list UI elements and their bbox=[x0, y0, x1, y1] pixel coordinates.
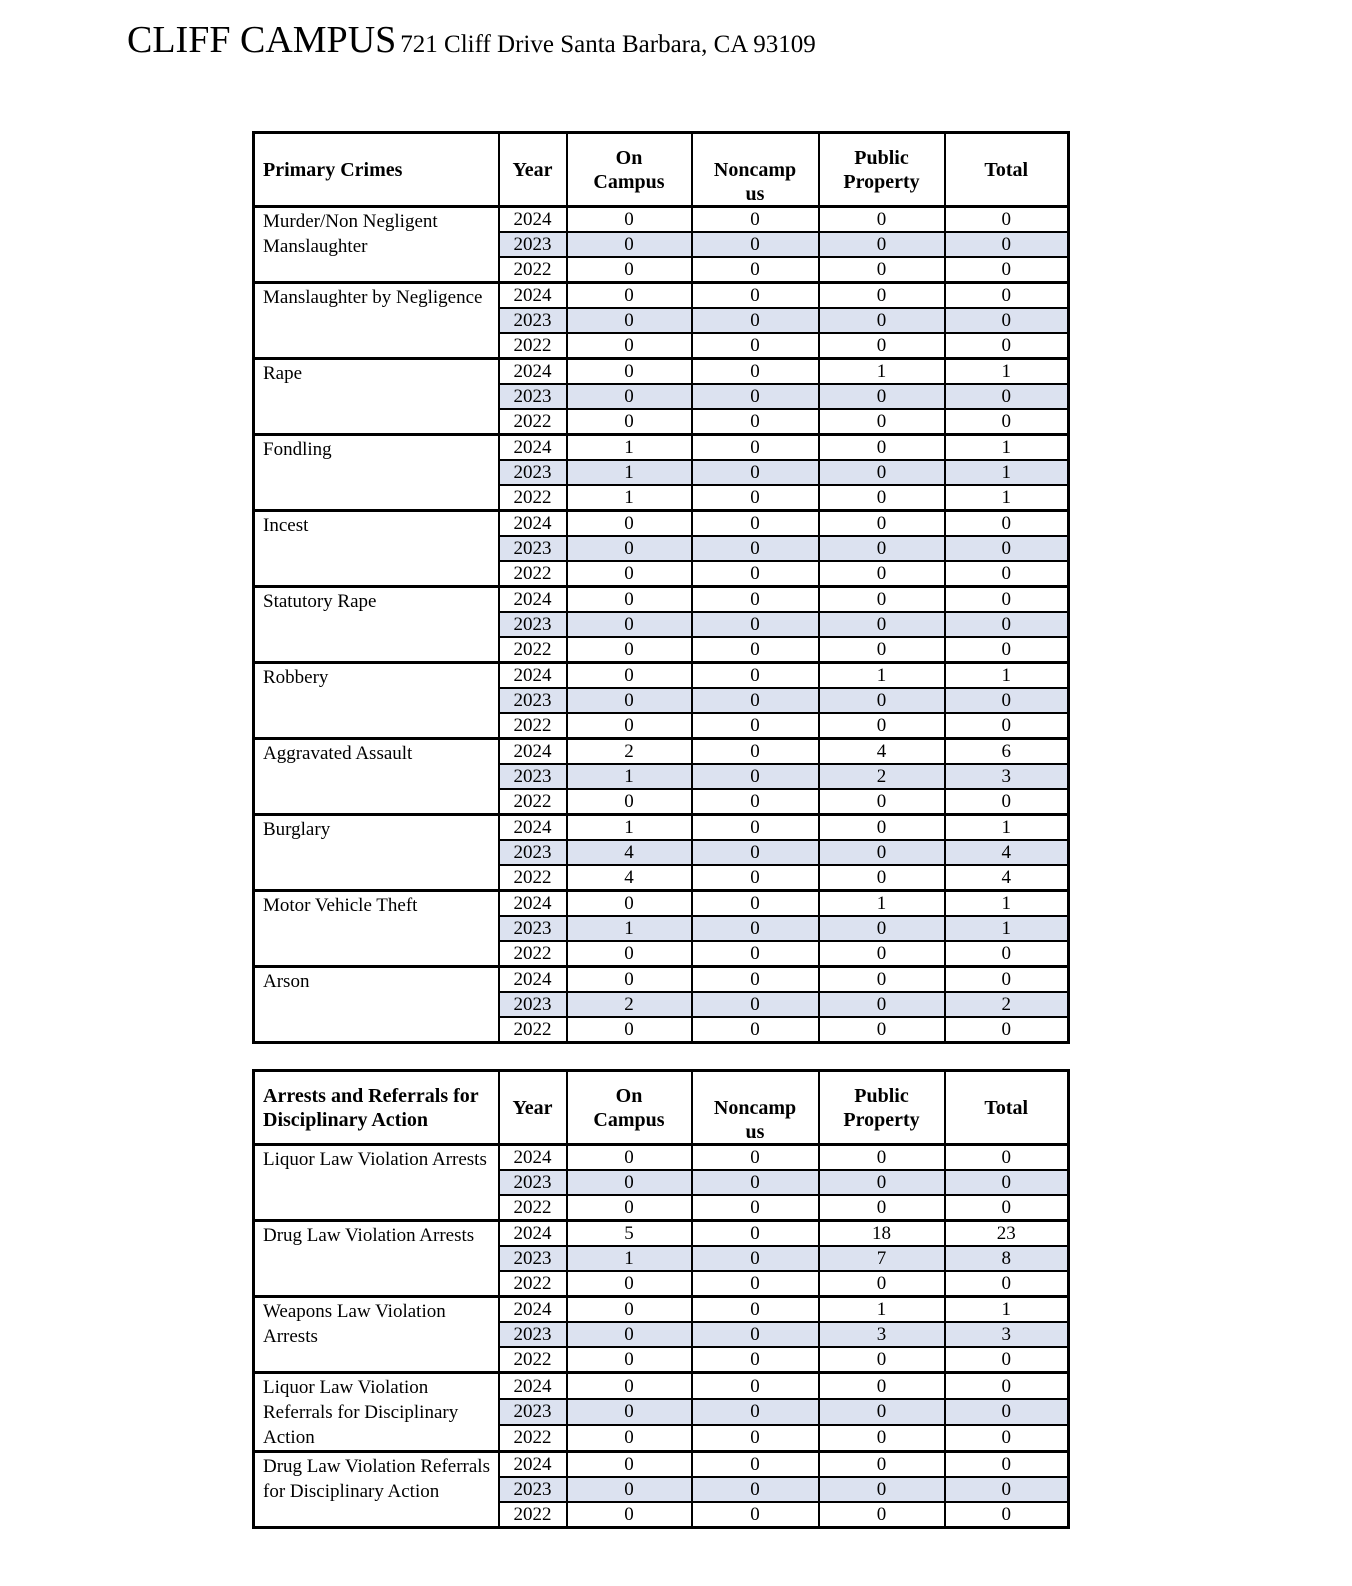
year-cell: 2022 bbox=[499, 713, 567, 739]
table-row bbox=[254, 1297, 1069, 1323]
public-property-value: 0 bbox=[819, 435, 945, 461]
arrests-referrals-table bbox=[252, 1069, 1070, 1529]
total-value: 0 bbox=[945, 1347, 1069, 1373]
on-campus-value: 5 bbox=[567, 1221, 692, 1247]
header-row bbox=[254, 1071, 1069, 1145]
noncampus-value: 0 bbox=[692, 1297, 819, 1323]
category-cell: Arson bbox=[254, 967, 499, 1043]
noncampus-value: 0 bbox=[692, 308, 819, 333]
noncampus-value: 0 bbox=[692, 916, 819, 941]
on-campus-value: 0 bbox=[567, 1271, 692, 1297]
total-value: 23 bbox=[945, 1221, 1069, 1247]
noncampus-value: 0 bbox=[692, 536, 819, 561]
public-property-value: 0 bbox=[819, 1170, 945, 1195]
year-cell: 2024 bbox=[499, 1221, 567, 1247]
total-value: 0 bbox=[945, 409, 1069, 435]
public-property-value: 0 bbox=[819, 561, 945, 587]
total-value: 1 bbox=[945, 435, 1069, 461]
total-value: 0 bbox=[945, 207, 1069, 233]
column-header-category: Arrests and Referrals for Disciplinary Action bbox=[254, 1071, 499, 1145]
public-property-value: 0 bbox=[819, 865, 945, 891]
total-value: 0 bbox=[945, 789, 1069, 815]
total-value: 0 bbox=[945, 384, 1069, 409]
noncampus-value: 0 bbox=[692, 789, 819, 815]
on-campus-value: 0 bbox=[567, 1425, 692, 1452]
noncampus-value: 0 bbox=[692, 637, 819, 663]
column-header-total: Total bbox=[945, 133, 1069, 207]
noncampus-value: 0 bbox=[692, 283, 819, 309]
public-property-value: 0 bbox=[819, 485, 945, 511]
public-property-value: 0 bbox=[819, 257, 945, 283]
category-cell: Manslaughter by Negligence bbox=[254, 283, 499, 359]
year-cell: 2023 bbox=[499, 1477, 567, 1502]
column-header-public-property bbox=[819, 1071, 945, 1145]
public-property-value: 0 bbox=[819, 207, 945, 233]
year-cell: 2022 bbox=[499, 1502, 567, 1528]
total-value: 0 bbox=[945, 1399, 1069, 1425]
total-value: 1 bbox=[945, 460, 1069, 485]
noncampus-value: 0 bbox=[692, 713, 819, 739]
year-cell: 2024 bbox=[499, 967, 567, 993]
on-campus-value: 0 bbox=[567, 283, 692, 309]
year-cell: 2024 bbox=[499, 1297, 567, 1323]
total-value: 4 bbox=[945, 840, 1069, 865]
category-cell: Drug Law Violation Referrals for Disciplinary Action bbox=[254, 1452, 499, 1528]
on-campus-header-label: On Campus bbox=[593, 1084, 665, 1131]
year-cell: 2022 bbox=[499, 1195, 567, 1221]
on-campus-value: 0 bbox=[567, 207, 692, 233]
noncampus-header-label: Noncampus bbox=[713, 1096, 797, 1143]
noncampus-header-label: Noncampus bbox=[713, 158, 797, 205]
table-row bbox=[254, 511, 1069, 537]
public-property-header-label: Public Property bbox=[843, 1084, 920, 1131]
category-cell: Incest bbox=[254, 511, 499, 587]
on-campus-value: 0 bbox=[567, 1373, 692, 1400]
public-property-value: 0 bbox=[819, 612, 945, 637]
public-property-value: 0 bbox=[819, 1271, 945, 1297]
total-value: 1 bbox=[945, 663, 1069, 689]
table-row bbox=[254, 587, 1069, 613]
on-campus-value: 0 bbox=[567, 941, 692, 967]
year-cell: 2023 bbox=[499, 612, 567, 637]
public-property-value: 0 bbox=[819, 1399, 945, 1425]
noncampus-value: 0 bbox=[692, 1195, 819, 1221]
on-campus-value: 0 bbox=[567, 1399, 692, 1425]
category-cell: Statutory Rape bbox=[254, 587, 499, 663]
noncampus-value: 0 bbox=[692, 840, 819, 865]
on-campus-value: 0 bbox=[567, 1195, 692, 1221]
year-cell: 2023 bbox=[499, 1246, 567, 1271]
year-cell: 2024 bbox=[499, 283, 567, 309]
total-value: 0 bbox=[945, 257, 1069, 283]
header-row bbox=[254, 133, 1069, 207]
year-cell: 2023 bbox=[499, 384, 567, 409]
public-property-value: 0 bbox=[819, 941, 945, 967]
category-cell: Aggravated Assault bbox=[254, 739, 499, 815]
noncampus-value: 0 bbox=[692, 1145, 819, 1171]
year-cell: 2024 bbox=[499, 1373, 567, 1400]
public-property-value: 0 bbox=[819, 283, 945, 309]
year-cell: 2022 bbox=[499, 1017, 567, 1043]
on-campus-value: 1 bbox=[567, 1246, 692, 1271]
column-header-public-property bbox=[819, 133, 945, 207]
total-value: 4 bbox=[945, 865, 1069, 891]
total-value: 0 bbox=[945, 1170, 1069, 1195]
on-campus-value: 0 bbox=[567, 637, 692, 663]
total-value: 6 bbox=[945, 739, 1069, 765]
year-cell: 2024 bbox=[499, 587, 567, 613]
noncampus-value: 0 bbox=[692, 460, 819, 485]
on-campus-value: 0 bbox=[567, 1297, 692, 1323]
campus-name: CLIFF CAMPUS bbox=[127, 19, 397, 61]
noncampus-value: 0 bbox=[692, 1452, 819, 1478]
year-cell: 2022 bbox=[499, 637, 567, 663]
column-header-category: Primary Crimes bbox=[254, 133, 499, 207]
on-campus-value: 0 bbox=[567, 536, 692, 561]
year-cell: 2024 bbox=[499, 815, 567, 841]
noncampus-value: 0 bbox=[692, 1347, 819, 1373]
total-value: 3 bbox=[945, 1322, 1069, 1347]
table-row bbox=[254, 207, 1069, 233]
noncampus-value: 0 bbox=[692, 207, 819, 233]
year-cell: 2024 bbox=[499, 663, 567, 689]
total-value: 0 bbox=[945, 283, 1069, 309]
public-property-value: 0 bbox=[819, 384, 945, 409]
on-campus-value: 0 bbox=[567, 359, 692, 385]
column-header-year: Year bbox=[499, 133, 567, 207]
noncampus-value: 0 bbox=[692, 1170, 819, 1195]
noncampus-value: 0 bbox=[692, 1502, 819, 1528]
total-value: 0 bbox=[945, 333, 1069, 359]
table-row bbox=[254, 967, 1069, 993]
noncampus-value: 0 bbox=[692, 511, 819, 537]
year-cell: 2023 bbox=[499, 992, 567, 1017]
table-row bbox=[254, 891, 1069, 917]
year-cell: 2024 bbox=[499, 207, 567, 233]
year-cell: 2024 bbox=[499, 1452, 567, 1478]
noncampus-value: 0 bbox=[692, 561, 819, 587]
total-value: 8 bbox=[945, 1246, 1069, 1271]
total-value: 0 bbox=[945, 1373, 1069, 1400]
public-property-value: 0 bbox=[819, 460, 945, 485]
year-cell: 2024 bbox=[499, 435, 567, 461]
total-value: 0 bbox=[945, 713, 1069, 739]
on-campus-value: 0 bbox=[567, 713, 692, 739]
year-cell: 2022 bbox=[499, 941, 567, 967]
table-row bbox=[254, 435, 1069, 461]
noncampus-value: 0 bbox=[692, 764, 819, 789]
public-property-value: 0 bbox=[819, 308, 945, 333]
noncampus-value: 0 bbox=[692, 941, 819, 967]
total-value: 0 bbox=[945, 587, 1069, 613]
noncampus-value: 0 bbox=[692, 688, 819, 713]
public-property-value: 0 bbox=[819, 1452, 945, 1478]
noncampus-value: 0 bbox=[692, 1477, 819, 1502]
noncampus-value: 0 bbox=[692, 333, 819, 359]
on-campus-value: 0 bbox=[567, 612, 692, 637]
public-property-value: 0 bbox=[819, 511, 945, 537]
on-campus-value: 0 bbox=[567, 561, 692, 587]
public-property-value: 0 bbox=[819, 1347, 945, 1373]
total-value: 0 bbox=[945, 688, 1069, 713]
table-row bbox=[254, 283, 1069, 309]
on-campus-value: 1 bbox=[567, 435, 692, 461]
public-property-header-label: Public Property bbox=[843, 146, 920, 193]
year-cell: 2023 bbox=[499, 840, 567, 865]
on-campus-value: 0 bbox=[567, 1145, 692, 1171]
on-campus-value: 4 bbox=[567, 840, 692, 865]
total-value: 0 bbox=[945, 1452, 1069, 1478]
noncampus-value: 0 bbox=[692, 409, 819, 435]
public-property-value: 7 bbox=[819, 1246, 945, 1271]
noncampus-value: 0 bbox=[692, 1271, 819, 1297]
noncampus-value: 0 bbox=[692, 663, 819, 689]
noncampus-value: 0 bbox=[692, 815, 819, 841]
on-campus-value: 0 bbox=[567, 1322, 692, 1347]
year-cell: 2022 bbox=[499, 409, 567, 435]
on-campus-value: 0 bbox=[567, 232, 692, 257]
category-cell: Murder/Non Negligent Manslaughter bbox=[254, 207, 499, 283]
public-property-value: 1 bbox=[819, 891, 945, 917]
public-property-value: 0 bbox=[819, 1477, 945, 1502]
on-campus-value: 0 bbox=[567, 333, 692, 359]
on-campus-value: 0 bbox=[567, 1452, 692, 1478]
category-cell: Drug Law Violation Arrests bbox=[254, 1221, 499, 1297]
year-cell: 2022 bbox=[499, 561, 567, 587]
year-cell: 2024 bbox=[499, 739, 567, 765]
public-property-value: 0 bbox=[819, 688, 945, 713]
total-value: 1 bbox=[945, 916, 1069, 941]
on-campus-value: 0 bbox=[567, 409, 692, 435]
year-cell: 2023 bbox=[499, 1399, 567, 1425]
noncampus-value: 0 bbox=[692, 992, 819, 1017]
on-campus-value: 0 bbox=[567, 663, 692, 689]
on-campus-value: 0 bbox=[567, 384, 692, 409]
noncampus-value: 0 bbox=[692, 865, 819, 891]
total-value: 0 bbox=[945, 536, 1069, 561]
noncampus-value: 0 bbox=[692, 1399, 819, 1425]
category-cell: Rape bbox=[254, 359, 499, 435]
total-value: 1 bbox=[945, 485, 1069, 511]
total-value: 0 bbox=[945, 308, 1069, 333]
year-cell: 2023 bbox=[499, 1170, 567, 1195]
page-title bbox=[127, 18, 816, 62]
on-campus-value: 1 bbox=[567, 815, 692, 841]
on-campus-value: 0 bbox=[567, 789, 692, 815]
year-cell: 2023 bbox=[499, 232, 567, 257]
year-cell: 2024 bbox=[499, 1145, 567, 1171]
noncampus-value: 0 bbox=[692, 1425, 819, 1452]
noncampus-value: 0 bbox=[692, 1373, 819, 1400]
public-property-value: 0 bbox=[819, 1425, 945, 1452]
public-property-value: 0 bbox=[819, 637, 945, 663]
year-cell: 2022 bbox=[499, 865, 567, 891]
campus-address: 721 Cliff Drive Santa Barbara, CA 93109 bbox=[400, 31, 816, 58]
category-cell: Robbery bbox=[254, 663, 499, 739]
noncampus-value: 0 bbox=[692, 359, 819, 385]
total-value: 3 bbox=[945, 764, 1069, 789]
table-row bbox=[254, 1221, 1069, 1247]
on-campus-header-label: On Campus bbox=[593, 146, 665, 193]
primary-crimes-table bbox=[252, 131, 1070, 1044]
noncampus-value: 0 bbox=[692, 967, 819, 993]
table-row bbox=[254, 739, 1069, 765]
noncampus-value: 0 bbox=[692, 384, 819, 409]
noncampus-value: 0 bbox=[692, 435, 819, 461]
category-cell: Liquor Law Violation Arrests bbox=[254, 1145, 499, 1221]
public-property-value: 2 bbox=[819, 764, 945, 789]
total-value: 0 bbox=[945, 1502, 1069, 1528]
public-property-value: 3 bbox=[819, 1322, 945, 1347]
on-campus-value: 0 bbox=[567, 1347, 692, 1373]
year-cell: 2022 bbox=[499, 333, 567, 359]
total-value: 0 bbox=[945, 232, 1069, 257]
on-campus-value: 0 bbox=[567, 257, 692, 283]
public-property-value: 0 bbox=[819, 967, 945, 993]
total-value: 0 bbox=[945, 637, 1069, 663]
table-row bbox=[254, 1145, 1069, 1171]
on-campus-value: 0 bbox=[567, 587, 692, 613]
on-campus-value: 0 bbox=[567, 1170, 692, 1195]
table-row bbox=[254, 359, 1069, 385]
noncampus-value: 0 bbox=[692, 257, 819, 283]
public-property-value: 0 bbox=[819, 1195, 945, 1221]
column-header-noncampus bbox=[692, 1071, 819, 1145]
total-value: 0 bbox=[945, 612, 1069, 637]
on-campus-value: 0 bbox=[567, 308, 692, 333]
total-value: 0 bbox=[945, 1195, 1069, 1221]
total-value: 0 bbox=[945, 1425, 1069, 1452]
noncampus-value: 0 bbox=[692, 485, 819, 511]
category-cell: Burglary bbox=[254, 815, 499, 891]
total-value: 0 bbox=[945, 511, 1069, 537]
year-cell: 2022 bbox=[499, 789, 567, 815]
public-property-value: 1 bbox=[819, 1297, 945, 1323]
total-value: 1 bbox=[945, 891, 1069, 917]
on-campus-value: 1 bbox=[567, 485, 692, 511]
year-cell: 2022 bbox=[499, 1425, 567, 1452]
public-property-value: 0 bbox=[819, 713, 945, 739]
public-property-value: 18 bbox=[819, 1221, 945, 1247]
public-property-value: 0 bbox=[819, 536, 945, 561]
noncampus-value: 0 bbox=[692, 1246, 819, 1271]
public-property-value: 4 bbox=[819, 739, 945, 765]
public-property-value: 0 bbox=[819, 916, 945, 941]
year-cell: 2024 bbox=[499, 511, 567, 537]
public-property-value: 0 bbox=[819, 1502, 945, 1528]
on-campus-value: 1 bbox=[567, 916, 692, 941]
column-header-year: Year bbox=[499, 1071, 567, 1145]
year-cell: 2023 bbox=[499, 460, 567, 485]
category-cell: Weapons Law Violation Arrests bbox=[254, 1297, 499, 1373]
year-cell: 2023 bbox=[499, 688, 567, 713]
on-campus-value: 2 bbox=[567, 739, 692, 765]
table-row bbox=[254, 663, 1069, 689]
on-campus-value: 0 bbox=[567, 688, 692, 713]
total-value: 0 bbox=[945, 941, 1069, 967]
public-property-value: 0 bbox=[819, 992, 945, 1017]
on-campus-value: 0 bbox=[567, 891, 692, 917]
column-header-noncampus bbox=[692, 133, 819, 207]
total-value: 1 bbox=[945, 1297, 1069, 1323]
year-cell: 2022 bbox=[499, 1347, 567, 1373]
total-value: 0 bbox=[945, 1017, 1069, 1043]
year-cell: 2022 bbox=[499, 485, 567, 511]
year-cell: 2022 bbox=[499, 257, 567, 283]
public-property-value: 1 bbox=[819, 663, 945, 689]
year-cell: 2024 bbox=[499, 359, 567, 385]
public-property-value: 0 bbox=[819, 232, 945, 257]
on-campus-value: 1 bbox=[567, 460, 692, 485]
year-cell: 2022 bbox=[499, 1271, 567, 1297]
year-cell: 2023 bbox=[499, 308, 567, 333]
noncampus-value: 0 bbox=[692, 739, 819, 765]
year-cell: 2023 bbox=[499, 764, 567, 789]
total-value: 0 bbox=[945, 967, 1069, 993]
total-value: 0 bbox=[945, 1271, 1069, 1297]
public-property-value: 1 bbox=[819, 359, 945, 385]
column-header-on-campus bbox=[567, 1071, 692, 1145]
on-campus-value: 0 bbox=[567, 511, 692, 537]
public-property-value: 0 bbox=[819, 789, 945, 815]
public-property-value: 0 bbox=[819, 1145, 945, 1171]
noncampus-value: 0 bbox=[692, 612, 819, 637]
public-property-value: 0 bbox=[819, 1017, 945, 1043]
column-header-on-campus bbox=[567, 133, 692, 207]
noncampus-value: 0 bbox=[692, 587, 819, 613]
total-value: 0 bbox=[945, 1477, 1069, 1502]
public-property-value: 0 bbox=[819, 840, 945, 865]
category-cell: Motor Vehicle Theft bbox=[254, 891, 499, 967]
noncampus-value: 0 bbox=[692, 232, 819, 257]
noncampus-value: 0 bbox=[692, 1322, 819, 1347]
public-property-value: 0 bbox=[819, 409, 945, 435]
on-campus-value: 0 bbox=[567, 1477, 692, 1502]
public-property-value: 0 bbox=[819, 815, 945, 841]
on-campus-value: 0 bbox=[567, 1017, 692, 1043]
public-property-value: 0 bbox=[819, 1373, 945, 1400]
noncampus-value: 0 bbox=[692, 1017, 819, 1043]
total-value: 1 bbox=[945, 359, 1069, 385]
year-cell: 2023 bbox=[499, 916, 567, 941]
noncampus-value: 0 bbox=[692, 891, 819, 917]
on-campus-value: 1 bbox=[567, 764, 692, 789]
year-cell: 2023 bbox=[499, 1322, 567, 1347]
total-value: 1 bbox=[945, 815, 1069, 841]
category-cell: Liquor Law Violation Referrals for Disciplinary Action bbox=[254, 1373, 499, 1452]
on-campus-value: 0 bbox=[567, 1502, 692, 1528]
public-property-value: 0 bbox=[819, 587, 945, 613]
noncampus-value: 0 bbox=[692, 1221, 819, 1247]
total-value: 0 bbox=[945, 561, 1069, 587]
table-row bbox=[254, 1373, 1069, 1400]
on-campus-value: 0 bbox=[567, 967, 692, 993]
table-row bbox=[254, 1452, 1069, 1478]
table-row bbox=[254, 815, 1069, 841]
year-cell: 2023 bbox=[499, 536, 567, 561]
column-header-total: Total bbox=[945, 1071, 1069, 1145]
category-cell: Fondling bbox=[254, 435, 499, 511]
on-campus-value: 4 bbox=[567, 865, 692, 891]
on-campus-value: 2 bbox=[567, 992, 692, 1017]
total-value: 2 bbox=[945, 992, 1069, 1017]
year-cell: 2024 bbox=[499, 891, 567, 917]
public-property-value: 0 bbox=[819, 333, 945, 359]
total-value: 0 bbox=[945, 1145, 1069, 1171]
